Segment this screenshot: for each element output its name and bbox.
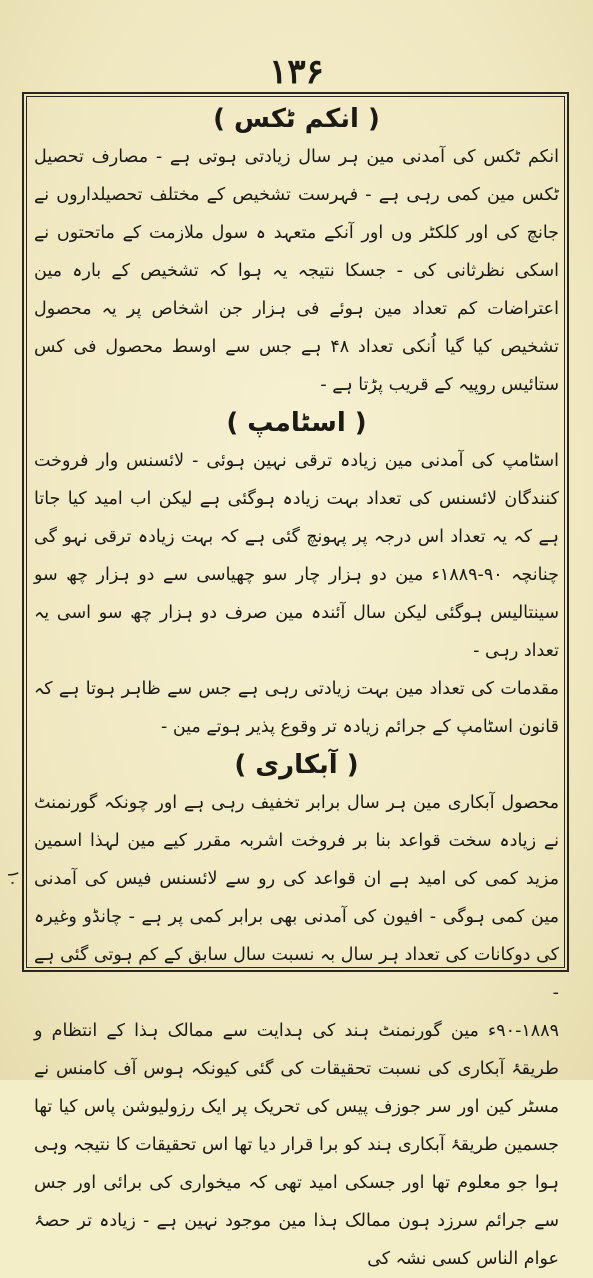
excise-paragraph-1: محصول آبکاری مین ہر سال برابر تخفیف رہی ہے اور چونکہ گورنمنٹ نے زیادہ سخت قواعد بنا بر فروخت اشربہ مقرر کیے مین لہذا اسمین مزید کمی کی امید ہے ان قواعد کی رو سے لائسنس فیس کی آمدنی مین کمی ہوگی - افیون کی آمدنی بھی برابر کمی پر ہے - چانڈو وغیرہ کی دوکانات کی تعداد ہر سال بہ نسبت سال سابق کے کم ہوتی گئی ہے - [34,793,559,1003]
page-number: ۱۳۶ [269,52,324,92]
section-excise [34,746,559,1278]
income-tax-paragraph: انکم ٹکس کی آمدنی مین ہر سال زیادتی ہوتی ہے - مصارف تحصیل ٹکس مین کمی رہی ہے - فہرست تشخیص کے مختلف تحصیلداروں نے جانچ کی اور کلکٹر وں اور آنکے متعہد ہ سول ملازمت کے ماتحتوں نے اسکی نظرثانی کی - جسکا نتیجہ یہ ہوا کہ تشخیص کے بارہ مین اعتراضات کم تعداد مین ہوئے فی ہزار جن اشخاص پر یہ محصول تشخیص کیا گیا اُنکی تعداد ۴۸ ہے جس سے اوسط محصول فی کس ستائیس روپیہ کے قریب پڑتا ہے - [34,147,559,395]
section-heading-income-tax: ( انکم ٹکس ) [213,104,380,134]
margin-mark: ۱۰ [4,870,23,888]
section-heading-stamp: ( اسٹامپ ) [226,408,367,438]
page-body [34,100,559,1278]
excise-paragraph-2: ۹۰-۱۸۸۹ء مین گورنمنٹ ہند کی ہدایت سے ممالک ہذا کے انتظام و طریقۂ آبکاری کی نسبت تحقیقات کی گئی کیونکہ ہوس آف کامنس نے مسٹر کین اور سر جوزف پیس کی تحریک پر ایک رزولیوشن پاس کیا تھا جسمین طریقۂ آبکاری ہند کو برا قرار دیا تھا اس تحقیقات کا نتیجہ وہی ہوا جو معلوم تھا اور جسکی امید تھی کہ میخواری کی برائی اور جس سے جرائم سرزد ہون ممالک ہذا مین موجود نہین ہے - زیادہ تر حصۂ عوام الناس کسی نشہ کی [34,1021,559,1269]
stamp-paragraph-2: مقدمات کی تعداد مین بہت زیادتی رہی ہے جس سے ظاہر ہوتا ہے کہ قانون اسٹامپ کے جرائم زیادہ تر وقوع پذیر ہوتے مین - [34,679,559,737]
section-stamp [34,404,559,746]
section-income-tax [34,100,559,404]
stamp-paragraph-1: اسٹامپ کی آمدنی مین زیادہ ترقی نہین ہوئی - لائسنس وار فروخت کنندگان لائسنس کی تعداد بہت زیادہ ہوگئی ہے لیکن اب امید کیا جاتا ہے کہ یہ تعداد اس درجہ پر پہونچ گئی ہے کہ بہت زیادہ ترقی نہو گی چنانچہ ۹۰-۱۸۸۹ء مین دو ہزار چار سو چھیاسی سے دو ہزار چھ سو سینتالیس ہوگئی لیکن سال آئندہ مین صرف دو ہزار چھ سو اسی یہ تعداد رہی - [34,451,559,661]
section-heading-excise: ( آبکاری ) [234,750,359,780]
